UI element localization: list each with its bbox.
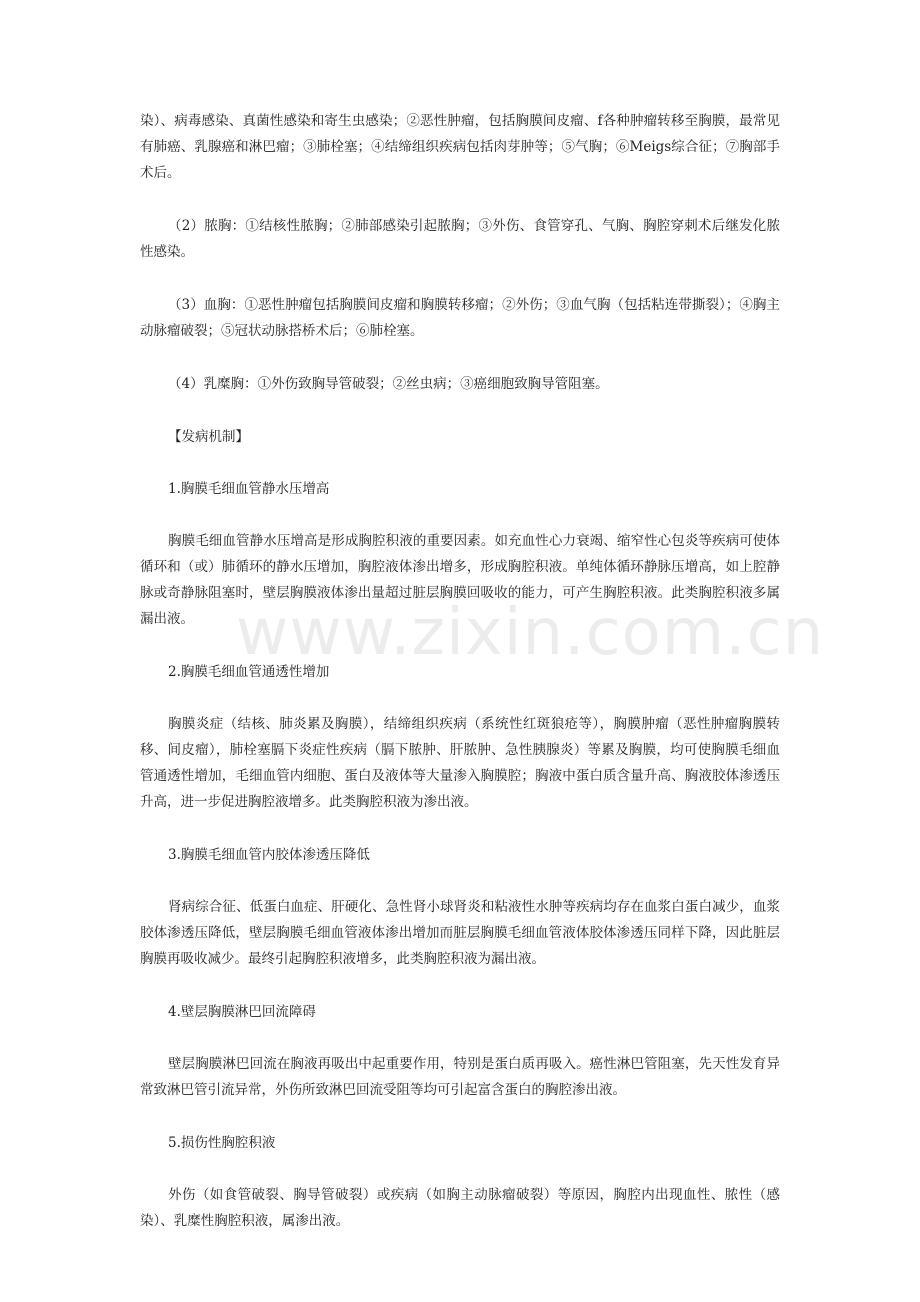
subheading-1: 1.胸膜毛细血管静水压增高	[168, 481, 330, 497]
document-body	[140, 108, 780, 1261]
paragraph-chylothorax: （4）乳糜胸：①外伤致胸导管破裂；②丝虫病；③癌细胞致胸导管阻塞。	[168, 376, 609, 392]
section-heading-pathogenesis: 【发病机制】	[168, 429, 249, 445]
paragraph-oncotic: 肾病综合征、低蛋白血症、肝硬化、急性肾小球肾炎和粘液性水肿等疾病均存在血浆白蛋白减少，血浆胶体渗透压降低，壁层胸膜毛细血管液体渗出增加而脏层胸膜毛细血管液体胶体渗透压同样下降，因此脏层胸膜再吸收减少。最终引起胸腔积液增多，此类胸腔积液为漏出液。	[140, 899, 780, 967]
paragraph-lymphatic: 壁层胸膜淋巴回流在胸液再吸出中起重要作用，特别是蛋白质再吸入。癌性淋巴管阻塞，先天性发育异常致淋巴管引流异常，外伤所致淋巴回流受阻等均可引起富含蛋白的胸腔渗出液。	[140, 1056, 780, 1098]
watermark: www.zixin.com.cn	[236, 596, 825, 670]
subheading-4: 4.壁层胸膜淋巴回流障碍	[168, 1004, 316, 1020]
subheading-5: 5.损伤性胸腔积液	[168, 1135, 276, 1151]
paragraph-permeability: 胸膜炎症（结核、肺炎累及胸膜），结缔组织疾病（系统性红斑狼疮等），胸膜肿瘤（恶性肿瘤胸膜转移、间皮瘤），肺栓塞膈下炎症性疾病（膈下脓肿、肝脓肿、急性胰腺炎）等累及胸膜，均可使胸膜毛细血管通透性增加，毛细血管内细胞、蛋白及液体等大量渗入胸膜腔；胸液中蛋白质含量升高、胸液胶体渗透压升高，进一步促进胸腔液增多。此类胸腔积液为渗出液。	[140, 716, 780, 810]
paragraph-traumatic: 外伤（如食管破裂、胸导管破裂）或疾病（如胸主动脉瘤破裂）等原因，胸腔内出现血性、脓性（感染）、乳糜性胸腔积液，属渗出液。	[140, 1187, 780, 1229]
subheading-3: 3.胸膜毛细血管内胶体渗透压降低	[168, 847, 370, 863]
paragraph-1: 染）、病毒感染、真菌性感染和寄生虫感染；②恶性肿瘤，包括胸膜间皮瘤、f各种肿瘤转移至胸膜，最常见有肺癌、乳腺癌和淋巴瘤；③肺栓塞；④结缔组织疾病包括肉芽肿等；⑤气胸；⑥Meigs综合征；⑦胸部手术后。	[140, 113, 780, 181]
paragraph-hemothorax: （3）血胸：①恶性肿瘤包括胸膜间皮瘤和胸膜转移瘤；②外伤；③血气胸（包括粘连带撕裂）；④胸主动脉瘤破裂；⑤冠状动脉搭桥术后；⑥肺栓塞。	[140, 297, 780, 339]
paragraph-empyema: （2）脓胸：①结核性脓胸；②肺部感染引起脓胸；③外伤、食管穿孔、气胸、胸腔穿刺术后继发化脓性感染。	[140, 218, 780, 260]
paragraph-hydrostatic: 胸膜毛细血管静水压增高是形成胸腔积液的重要因素。如充血性心力衰竭、缩窄性心包炎等疾病可使体循环和（或）肺循环的静水压增加，胸腔液体渗出增多，形成胸腔积液。单纯体循环静脉压增高，如上腔静脉或奇静脉阻塞时，壁层胸膜液体渗出量超过脏层胸膜回吸收的能力，可产生胸腔积液。此类胸腔积液多属漏出液。	[140, 533, 780, 627]
subheading-2: 2.胸膜毛细血管通透性增加	[168, 664, 330, 680]
